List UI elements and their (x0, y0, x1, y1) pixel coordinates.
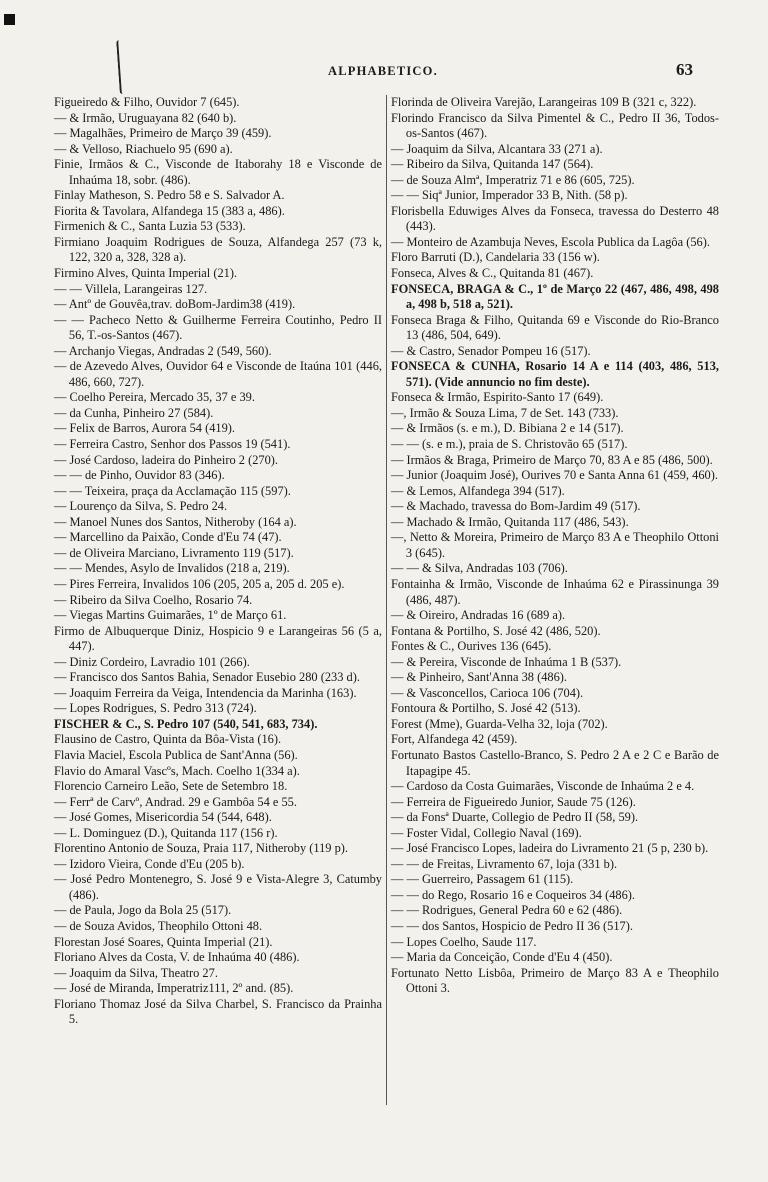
directory-entry: Fortunato Netto Lisbôa, Primeiro de Março 83 A e Theophilo Ottoni 3. (391, 965, 719, 996)
directory-entry: Fonseca Braga & Filho, Quitanda 69 e Visconde do Rio-Branco 13 (486, 504, 649). (391, 312, 719, 343)
directory-entry: Finie, Irmãos & C., Visconde de Itaborahy 18 e Visconde de Inhaúma 18, sobr. (486). (54, 157, 382, 187)
directory-entry: — Viegas Martins Guimarães, 1º de Março 61. (54, 608, 287, 623)
directory-entry: — — (s. e m.), praia de S. Christovão 65 (517). (391, 437, 628, 452)
directory-entry: —, Netto & Moreira, Primeiro de Março 83 A e Theophilo Ottoni 3 (645). (391, 530, 719, 560)
directory-entry: — Diniz Cordeiro, Lavradio 101 (266). (54, 654, 250, 669)
running-head (0, 60, 768, 86)
directory-entry: — Maria da Conceição, Conde d'Eu 4 (450). (391, 950, 613, 965)
directory-entry: — Pires Ferreira, Invalidos 106 (205, 205 a, 205 d. 205 e). (54, 576, 345, 591)
left-column (54, 95, 382, 1028)
directory-entry: — de Souza Almª, Imperatriz 71 e 86 (605, 725). (391, 172, 635, 187)
directory-entry: Fort, Alfandega 42 (459). (391, 732, 518, 747)
directory-entry: — L. Dominguez (D.), Quitanda 117 (156 r). (54, 825, 278, 840)
directory-entry: — — Mendes, Asylo de Invalidos (218 a, 219). (54, 561, 290, 576)
directory-entry: — Lopes Rodrigues, S. Pedro 313 (724). (54, 701, 257, 716)
directory-entry: — de Oliveira Marciano, Livramento 119 (517). (54, 545, 294, 560)
directory-entry: — Machado & Irmão, Quitanda 117 (486, 543). (391, 514, 629, 529)
running-title: ALPHABETICO. (328, 64, 438, 78)
directory-entry: Firmino Alves, Quinta Imperial (21). (54, 266, 238, 281)
directory-entry: Firmo de Albuquerque Diniz, Hospicio 9 e Larangeiras 56 (5 a, 447). (54, 623, 382, 654)
directory-entry: — Ribeiro da Silva, Quitanda 147 (564). (391, 157, 594, 172)
directory-entry: — de Azevedo Alves, Ouvidor 64 e Visconde de Itaúna 101 (446, 486, 660, 727). (54, 359, 382, 389)
page-number: 63 (676, 60, 693, 79)
directory-entry: — de Souza Avidos, Theophilo Ottoni 48. (54, 918, 263, 933)
directory-entry: Fortunato Bastos Castello-Branco, S. Pedro 2 A e 2 C e Barão de Itapagipe 45. (391, 747, 719, 778)
directory-entry: Florestan José Soares, Quinta Imperial (21). (54, 934, 273, 949)
directory-entry: Firmiano Joaquim Rodrigues de Souza, Alfandega 257 (73 k, 122, 320 a, 328, 328 a). (54, 234, 382, 265)
directory-entry: — Francisco dos Santos Bahia, Senador Eusebio 280 (233 d). (54, 670, 360, 685)
directory-entry: Fontainha & Irmão, Visconde de Inhaúma 62 e Pirassinunga 39 (486, 487). (391, 576, 719, 607)
directory-entry: — — Rodrigues, General Pedra 60 e 62 (486). (391, 903, 623, 918)
directory-entry: — — dos Santos, Hospicio de Pedro II 36 (517). (391, 918, 633, 933)
directory-entry: FONSECA, BRAGA & C., 1º de Março 22 (467, 486, 498, 498 a, 498 b, 518 a, 521). (391, 281, 719, 312)
directory-entry: Fonseca, Alves & C., Quitanda 81 (467). (391, 266, 594, 281)
directory-entry: — & Oireiro, Andradas 16 (689 a). (391, 608, 566, 623)
directory-entry: — Lopes Coelho, Saude 117. (391, 934, 537, 949)
directory-entry: Fiorita & Tavolara, Alfandega 15 (383 a, 486). (54, 203, 285, 218)
directory-entry: — de Paula, Jogo da Bola 25 (517). (54, 903, 232, 918)
directory-entry: — Coelho Pereira, Mercado 35, 37 e 39. (54, 390, 255, 405)
directory-entry: — Felix de Barros, Aurora 54 (419). (54, 421, 236, 436)
directory-entry: —, Irmão & Souza Lima, 7 de Set. 143 (733). (391, 405, 619, 420)
directory-entry: Florentino Antonio de Souza, Praia 117, Nitheroby (119 p). (54, 841, 349, 856)
directory-entry: — José Gomes, Misericordia 54 (544, 648). (54, 810, 272, 825)
directory-entry: — & Lemos, Alfandega 394 (517). (391, 483, 565, 498)
directory-entry: — Manoel Nunes dos Santos, Nitheroby (164 a). (54, 514, 297, 529)
directory-entry: Fontoura & Portilho, S. José 42 (513). (391, 701, 581, 716)
directory-entry: — & Irmão, Uruguayana 82 (640 b). (54, 110, 237, 125)
directory-entry: Florindo Francisco da Silva Pimentel & C., Pedro II 36, Todos-os-Santos (467). (391, 110, 719, 141)
registration-mark (4, 14, 15, 25)
directory-entry: — da Fonsª Duarte, Collegio de Pedro II (58, 59). (391, 810, 639, 825)
directory-entry: — José Pedro Montenegro, S. José 9 e Vista-Alegre 3, Catumby (486). (54, 872, 382, 902)
directory-entry: — José Cardoso, ladeira do Pinheiro 2 (270). (54, 452, 279, 467)
directory-entry: Fonseca & Irmão, Espirito-Santo 17 (649). (391, 390, 604, 405)
directory-entry: — Cardoso da Costa Guimarães, Visconde de Inhaúma 2 e 4. (391, 779, 695, 794)
directory-entry: FISCHER & C., S. Pedro 107 (540, 541, 683, 734). (54, 716, 318, 731)
directory-entry: — José de Miranda, Imperatriz111, 2º and. (85). (54, 981, 294, 996)
directory-entry: Firmenich & C., Santa Luzia 53 (533). (54, 219, 246, 234)
directory-entry: — Joaquim Ferreira da Veiga, Intendencia da Marinha (163). (54, 685, 357, 700)
directory-entry: — Junior (Joaquim José), Ourives 70 e Santa Anna 61 (459, 460). (391, 468, 718, 483)
directory-entry: Florisbella Eduwiges Alves da Fonseca, travessa do Desterro 48 (443). (391, 203, 719, 234)
directory-entry: Fontes & C., Ourives 136 (645). (391, 639, 552, 654)
directory-entry: — — & Silva, Andradas 103 (706). (391, 561, 568, 576)
directory-entry: Fontana & Portilho, S. José 42 (486, 520). (391, 623, 601, 638)
directory-entry: FONSECA & CUNHA, Rosario 14 A e 114 (403, 486, 513, 571). (Vide annuncio no fim deste). (391, 359, 719, 389)
directory-entry: Finlay Matheson, S. Pedro 58 e S. Salvador A. (54, 188, 285, 203)
directory-entry: — José Francisco Lopes, ladeira do Livramento 21 (5 p, 230 b). (391, 841, 709, 856)
directory-entry: Florencio Carneiro Leão, Sete de Setembro 18. (54, 779, 288, 794)
directory-entry: — — de Freitas, Livramento 67, loja (331 b). (391, 856, 618, 871)
directory-entry: — Lourenço da Silva, S. Pedro 24. (54, 499, 228, 514)
directory-entry: Flavio do Amaral Vascºs, Mach. Coelho 1(334 a). (54, 763, 300, 778)
directory-entry: — Ferreira Castro, Senhor dos Passos 19 (541). (54, 437, 291, 452)
directory-entry: — Joaquim da Silva, Alcantara 33 (271 a). (391, 141, 603, 156)
directory-entry: — & Velloso, Riachuelo 95 (690 a). (54, 141, 233, 156)
right-column (386, 95, 719, 1105)
directory-entry: Floriano Alves da Costa, V. de Inhaúma 40 (486). (54, 950, 300, 965)
directory-entry: — Foster Vidal, Collegio Naval (169). (391, 825, 582, 840)
directory-entry: — & Vasconcellos, Carioca 106 (704). (391, 685, 584, 700)
directory-entry: — — Teixeira, praça da Acclamação 115 (597). (54, 483, 291, 498)
directory-entry: — Marcellino da Paixão, Conde d'Eu 74 (47). (54, 530, 282, 545)
directory-entry: Flausino de Castro, Quinta da Bôa-Vista (16). (54, 732, 282, 747)
directory-entry: Floro Barruti (D.), Candelaria 33 (156 w). (391, 250, 600, 265)
directory-entry: — — Guerreiro, Passagem 61 (115). (391, 872, 574, 887)
directory-entry: — Ferrª de Carvº, Andrad. 29 e Gambôa 54 e 55. (54, 794, 297, 809)
directory-entry: Flavia Maciel, Escola Publica de Sant'Anna (56). (54, 747, 298, 762)
directory-entry: Florinda de Oliveira Varejão, Larangeiras 109 B (321 c, 322). (391, 95, 697, 109)
directory-entry: — & Irmãos (s. e m.), D. Bibiana 2 e 14 (517). (391, 421, 624, 436)
directory-entry: — — do Rego, Rosario 16 e Coqueiros 34 (486). (391, 887, 636, 902)
directory-entry: — Archanjo Viegas, Andradas 2 (549, 560). (54, 343, 272, 358)
directory-entry: — & Pereira, Visconde de Inhaúma 1 B (537). (391, 654, 622, 669)
directory-entry: Figueiredo & Filho, Ouvidor 7 (645). (54, 95, 240, 109)
directory-entry: — & Machado, travessa do Bom-Jardim 49 (517). (391, 499, 641, 514)
directory-entry: — Antº de Gouvêa,trav. doBom-Jardim38 (419). (54, 297, 296, 312)
directory-entry: — Izidoro Vieira, Conde d'Eu (205 b). (54, 856, 245, 871)
directory-entry: — & Pinheiro, Sant'Anna 38 (486). (391, 670, 568, 685)
directory-entry: — Ferreira de Figueiredo Junior, Saude 75 (126). (391, 794, 636, 809)
directory-entry: — Magalhães, Primeiro de Março 39 (459). (54, 126, 272, 141)
directory-entry: — da Cunha, Pinheiro 27 (584). (54, 405, 214, 420)
directory-entry: — — Villela, Larangeiras 127. (54, 281, 208, 296)
directory-entry: — — Siqª Junior, Imperador 33 B, Nith. (58 p). (391, 188, 628, 203)
directory-entry: — Ribeiro da Silva Coelho, Rosario 74. (54, 592, 253, 607)
directory-entry: — Monteiro de Azambuja Neves, Escola Publica da Lagôa (56). (391, 234, 710, 249)
directory-entry: Floriano Thomaz José da Silva Charbel, S. Francisco da Prainha 5. (54, 996, 382, 1027)
directory-entry: — & Castro, Senador Pompeu 16 (517). (391, 343, 591, 358)
directory-entry: Forest (Mme), Guarda-Velha 32, loja (702). (391, 716, 608, 731)
directory-entry: — Irmãos & Braga, Primeiro de Março 70, 83 A e 85 (486, 500). (391, 452, 713, 467)
directory-entry: — — Pacheco Netto & Guilherme Ferreira Coutinho, Pedro II 56, T.-os-Santos (467). (54, 312, 382, 343)
directory-entry: — — de Pinho, Ouvidor 83 (346). (54, 468, 225, 483)
directory-entry: — Joaquim da Silva, Theatro 27. (54, 965, 218, 980)
